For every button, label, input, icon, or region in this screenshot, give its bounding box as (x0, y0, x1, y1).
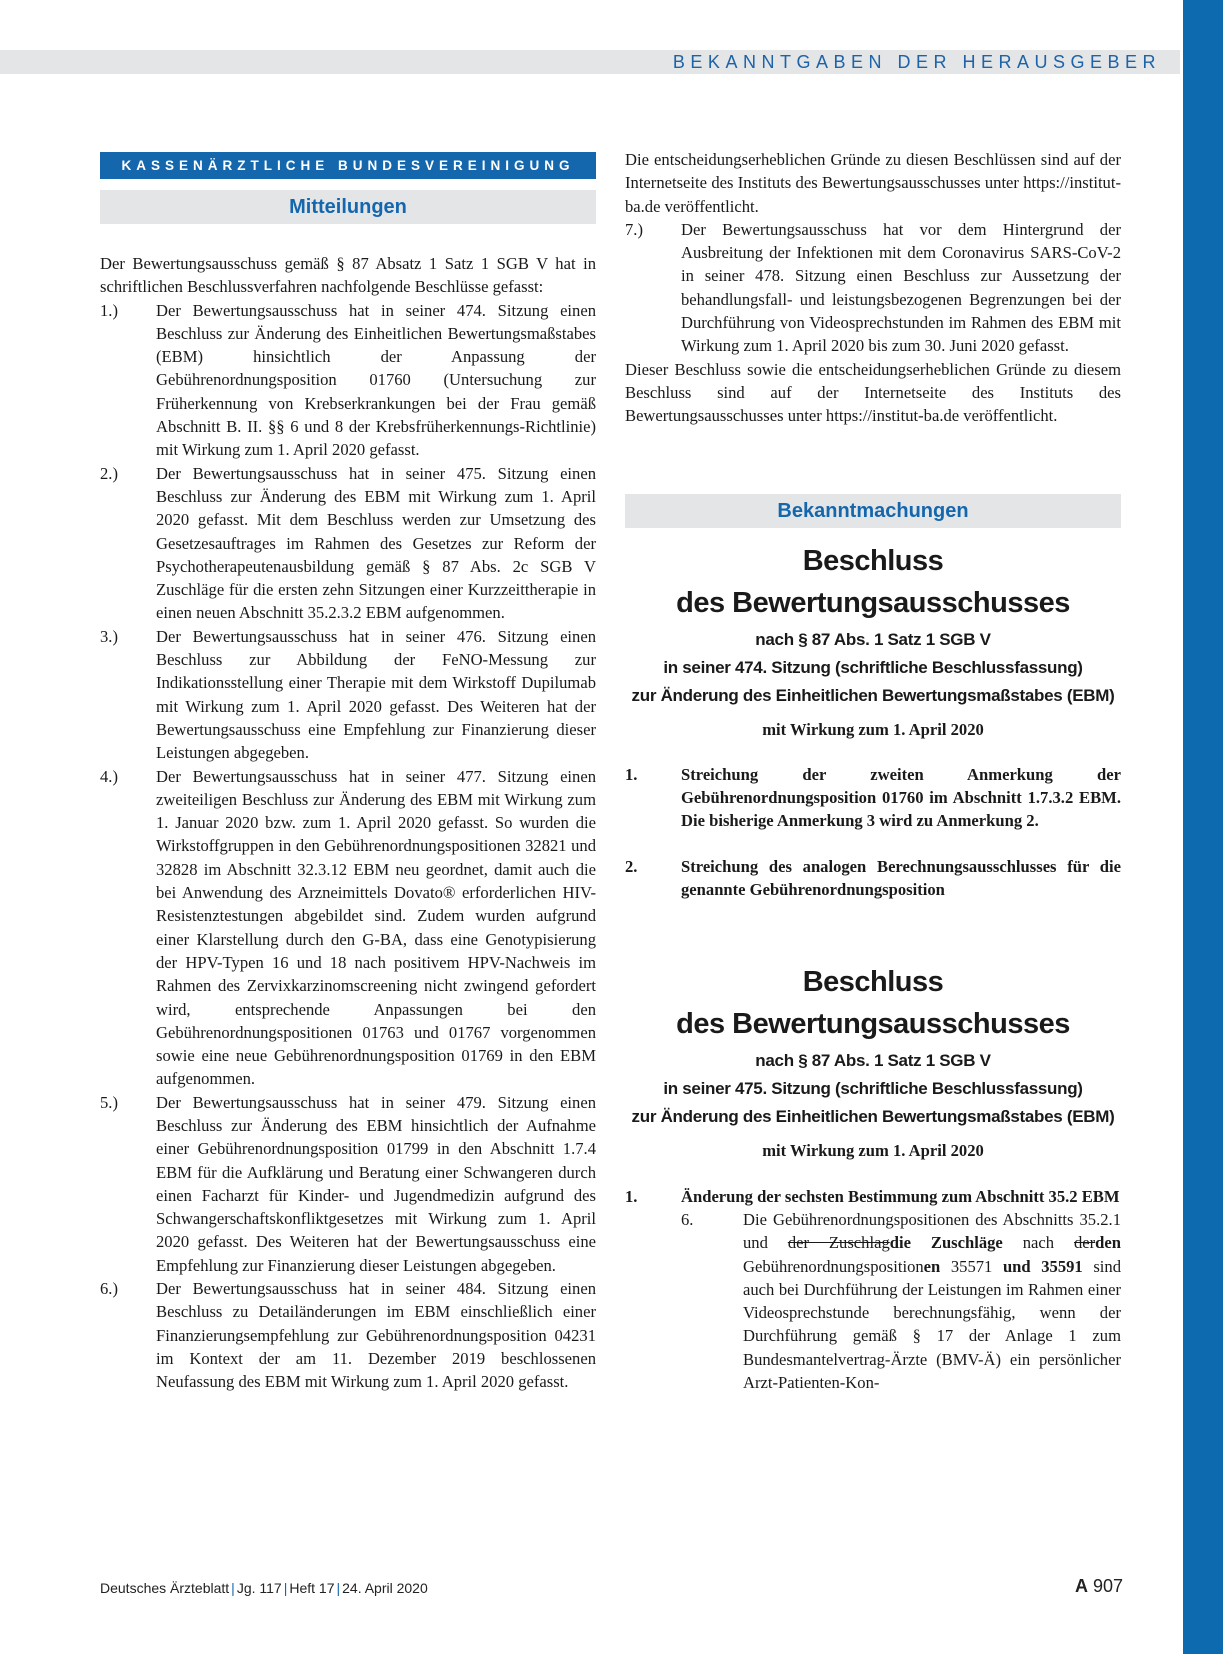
list-item-text: Der Bewertungsausschuss hat in seiner 484. Sitzung einen Beschluss zu Detailänderungen im EBM einschließlich einer Finanzierungsempfehlung zur Gebührenordnungsposition 04231 im Kontext der am 11. Dezember 2019 beschlossenen Neufassung des EBM mit Wirkung zum 1. April 2020 gefasst. (156, 1279, 596, 1392)
beschluss-item-text: Änderung der sechsten Bestimmung zum Abschnitt 35.2 EBM (681, 1186, 1120, 1206)
list-item-text: Der Bewertungsausschuss hat vor dem Hintergrund der Ausbreitung der Infektionen mit dem Coronavirus SARS-CoV-2 in seiner 478. Sitzung einen Beschluss zur Aussetzung der behandlungsfall- und leistungsbezogenen Begrenzungen bei der Durchführung von Videosprechstunden im Rahmen des EBM mit Wirkung zum 1. April 2020 bis zum 30. Juni 2020 gefasst. (681, 219, 1121, 356)
list-item (625, 218, 1121, 358)
list-item-number: 7.) (625, 219, 643, 239)
deleted-text: der (1073, 1233, 1096, 1253)
text-run: sind auch bei Durchführung der Leistungen im Rahmen einer Videosprechstunde berechnungsfähig, wenn der Durchführung gemäß § 17 der Anlage 1 zum Bundesmantelvertrag-Ärzte (BMV-Ä) ein persönlicher Arzt-Patienten-Kon- (743, 1256, 1121, 1393)
page-num: 907 (1093, 1576, 1124, 1596)
beschluss-subtitle: zur Änderung des Einheitlichen Bewertungsmaßstabes (EBM) (631, 685, 1115, 705)
inserted-text: und 35591 (1002, 1256, 1083, 1276)
list-item-text: Der Bewertungsausschuss hat in seiner 475. Sitzung einen Beschluss zur Änderung des EBM mit Wirkung zum 1. April 2020 gefasst. Mit dem Beschluss werden zur Umsetzung des Gesetzesauftrages im Rahmen des Gesetzes zur Reform der Psychotherapeutenausbildung gemäß § 87 Abs. 2c SGB V Zuschläge für die ersten zehn Sitzungen einer Kurzzeittherapie in einen neuen Abschnitt 35.2.3.2 EBM aufgenommen. (156, 463, 596, 623)
beschluss-474 (625, 540, 1121, 902)
list-item-number: 4.) (100, 766, 118, 786)
beschluss-item-number: 2. (625, 856, 638, 876)
list-item-number: 6.) (100, 1279, 118, 1299)
list-item-text: Der Bewertungsausschuss hat in seiner 474. Sitzung einen Beschluss zur Änderung des Einheitlichen Bewertungsmaßstabes (EBM) hinsichtlich der Anpassung der Gebührenordnungsposition 01760 (Untersuchung zur Früherkennung von Krebserkrankungen bei der Frau gemäß Abschnitt B. II. §§ 6 und 8 der Krebsfrüherkennungs-Richtlinie) mit Wirkung zum 1. April 2020 gefasst. (156, 300, 596, 460)
beschluss-subtitle: in seiner 474. Sitzung (schriftliche Beschlussfassung) (663, 657, 1083, 677)
beschluss-title-line2: des Bewertungsausschusses (676, 1008, 1070, 1041)
beschluss-item (625, 763, 1121, 833)
closing-paragraph: Dieser Beschluss sowie die entscheidungserheblichen Gründe zu diesem Beschluss sind auf der Internetseite des Instituts des Bewertungsausschusses unter https://institut-ba.de veröffentlicht. (625, 359, 1121, 426)
effective-date: mit Wirkung zum 1. April 2020 (762, 719, 984, 739)
intro-paragraph: Der Bewertungsausschuss gemäß § 87 Absatz 1 Satz 1 SGB V hat in schriftlichen Beschlussverfahren nachfolgende Beschlüsse gefasst: (100, 254, 596, 297)
list-item-number: 1.) (100, 300, 118, 320)
kbv-banner: KASSENÄRZTLICHE BUNDESVEREINIGUNG (100, 152, 596, 179)
beschluss-title: Beschluss (802, 544, 944, 577)
beschluss-subtitle: zur Änderung des Einheitlichen Bewertungsmaßstabes (EBM) (631, 1107, 1115, 1127)
list-item (100, 462, 596, 625)
deleted-text: der Zuschlag (787, 1233, 890, 1253)
beschluss-title: Beschluss (802, 966, 944, 999)
side-band (1183, 0, 1223, 1654)
inserted-text: die Zuschläge (889, 1233, 1003, 1253)
section-heading-bekanntmachungen: Bekanntmachungen (625, 494, 1121, 528)
list-item-number: 2.) (100, 463, 118, 483)
separator: | (336, 1580, 341, 1596)
beschluss-item (625, 1185, 1121, 1208)
list-item-number: 5.) (100, 1092, 118, 1112)
volume: Jg. 117 (236, 1580, 282, 1596)
text-run: 35571 (940, 1256, 1003, 1276)
separator: | (231, 1580, 235, 1596)
beschluss-item (625, 855, 1121, 902)
text-run: nach (1002, 1233, 1074, 1253)
beschluss-475 (625, 961, 1121, 1394)
header-title: BEKANNTGABEN DER HERAUSGEBER (672, 52, 1161, 72)
list-item-text: Der Bewertungsausschuss hat in seiner 476. Sitzung einen Beschluss zur Abbildung der FeNO-Messung zur Indikationsstellung einer Therapie mit dem Wirkstoff Dupilumab mit Wirkung zum 1. April 2020 gefasst. Des Weiteren hat der Bewertungsausschuss eine Empfehlung zur Finanzierung dieser Leistungen abgegeben. (156, 626, 596, 763)
right-column (625, 148, 1121, 1394)
issue: Heft 17 (289, 1580, 335, 1596)
sub-item-number: 6. (681, 1209, 694, 1229)
sub-item-text (743, 1208, 1121, 1394)
list-item-text: Der Bewertungsausschuss hat in seiner 477. Sitzung einen zweiteiligen Beschluss zur Änderung des EBM mit Wirkung zum 1. Januar 2020 bzw. zum 1. April 2020 gefasst. So wurden die Wirkstoffgruppen in den Gebührenordnungspositionen 32821 und 32828 im Abschnitt 32.3.12 EBM neu geordnet, damit auch die bei Anwendung des Arzneimittels Dovato® erforderlichen HIV-Resistenztestungen abgebildet sind. Zudem wurden aufgrund einer Klarstellung durch den G-BA, dass eine Genotypisierung der HPV-Typen 16 und 18 nach positivem HPV-Nachweis im Rahmen des Zervixkarzinomscreening nicht zwingend gefordert wird, entsprechende Anpassungen bei den Gebührenordnungspositionen 01763 und 01767 vorgenommen sowie eine neue Gebührenordnungsposition 01769 in den EBM aufgenommen. (156, 766, 596, 1089)
list-item (100, 299, 596, 462)
list-item-number: 3.) (100, 626, 118, 646)
inserted-text: den (1095, 1233, 1121, 1253)
issue-date: 24. April 2020 (342, 1580, 428, 1596)
beschluss-title-line2: des Bewertungsausschusses (676, 586, 1070, 619)
sub-item (681, 1208, 1121, 1394)
page-number (1075, 1576, 1123, 1597)
beschluss-subtitle: in seiner 475. Sitzung (schriftliche Beschlussfassung) (663, 1079, 1083, 1099)
list-item-text: Der Bewertungsausschuss hat in seiner 479. Sitzung einen Beschluss zur Änderung des EBM hinsichtlich der Aufnahme einer Gebührenordnungsposition 01799 in den Abschnitt 1.7.4 EBM für die Aufklärung und Beratung einer Schwangeren durch einen Facharzt für Kinder- und Jugendmedizin aufgrund des Schwangerschaftskonfliktgesetzes mit Wirkung zum 1. April 2020 gefasst. Des Weiteren hat der Bewertungsausschuss eine Empfehlung zur Finanzierung dieser Leistungen abgegeben. (156, 1092, 596, 1275)
left-column (100, 152, 596, 1394)
list-item (100, 765, 596, 1091)
text-run: Die Gebührenordnungspositionen des Abschnitts 35.2.1 und (743, 1209, 1121, 1253)
beschluss-item-text: Streichung des analogen Berechnungsausschlusses für die genannte Gebührenordnungsposition (681, 856, 1121, 900)
page-prefix: A (1075, 1576, 1088, 1596)
journal-name: Deutsches Ärzteblatt (100, 1580, 230, 1596)
effective-date: mit Wirkung zum 1. April 2020 (762, 1141, 984, 1161)
list-item (100, 1091, 596, 1277)
list-item (100, 625, 596, 765)
beschluss-item-text: Streichung der zweiten Anmerkung der Gebührenordnungsposition 01760 im Abschnitt 1.7.3.2 EBM. Die bisherige Anmerkung 3 wird zu Anmerkung 2. (681, 764, 1121, 831)
text-run: Gebührenordnungsposition (743, 1256, 924, 1276)
section-heading-mitteilungen: Mitteilungen (100, 190, 596, 224)
beschluss-subtitle: nach § 87 Abs. 1 Satz 1 SGB V (755, 1051, 991, 1071)
beschluss-item-number: 1. (625, 764, 638, 784)
inserted-text: en (923, 1256, 941, 1276)
separator: | (283, 1580, 288, 1596)
beschluss-item-number: 1. (625, 1186, 638, 1206)
list-item (100, 1277, 596, 1393)
footer-citation (100, 1580, 428, 1596)
continuation-paragraph: Die entscheidungserheblichen Gründe zu diesen Beschlüssen sind auf der Internetseite des Instituts des Bewertungsausschusses unter https://institut-ba.de veröffentlicht. (625, 150, 1121, 216)
beschluss-subtitle: nach § 87 Abs. 1 Satz 1 SGB V (755, 629, 991, 649)
